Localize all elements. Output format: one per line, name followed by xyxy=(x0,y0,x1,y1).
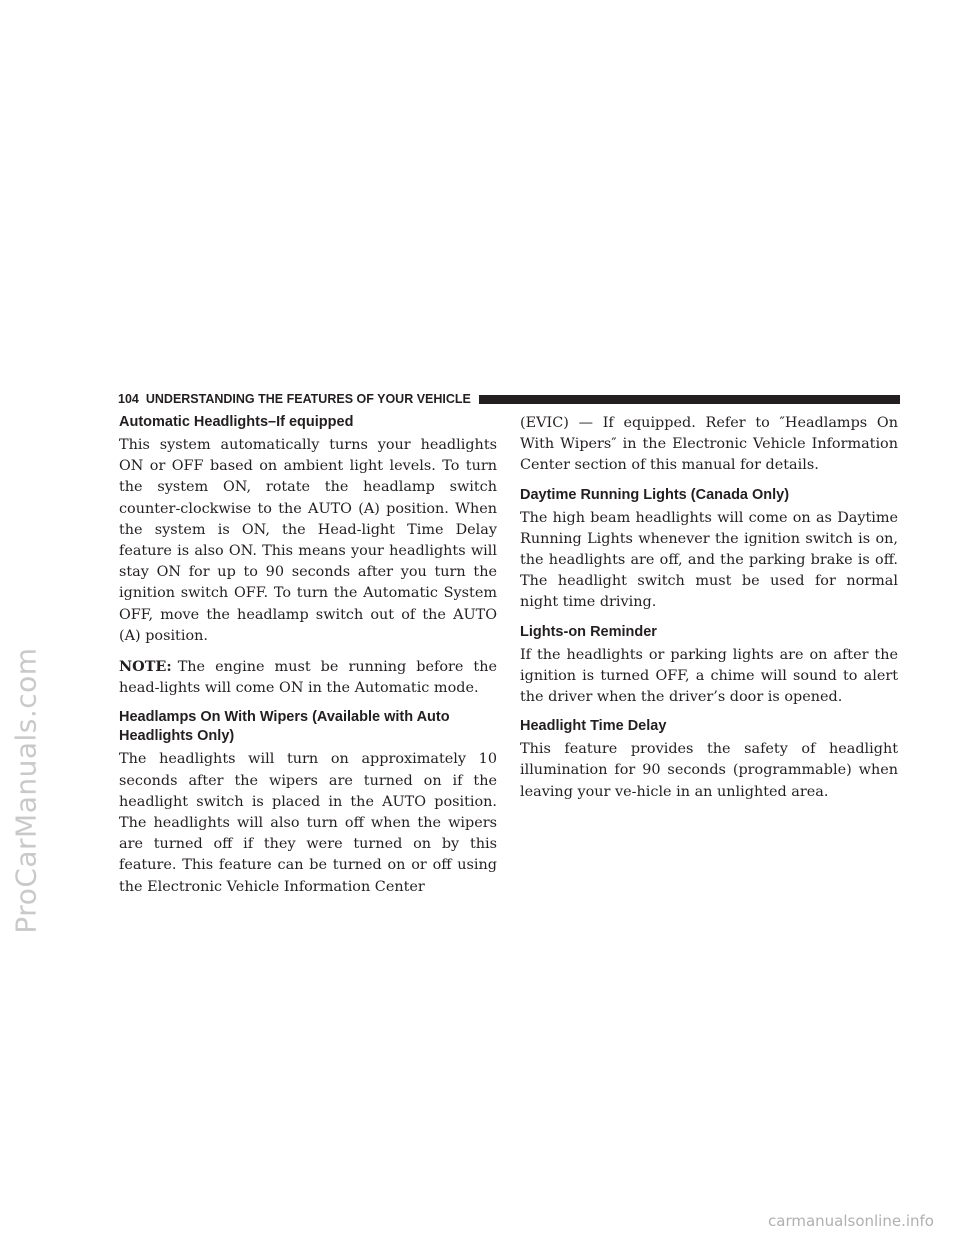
chapter-title: UNDERSTANDING THE FEATURES OF YOUR VEHICLE xyxy=(145,392,471,406)
section-time-delay xyxy=(520,717,898,803)
section-daytime xyxy=(520,486,898,614)
body-wipers-continued: (EVIC) — If equipped. Refer to ″Headlamps On With Wipers″ in the Electronic Vehicle Information Center section of this manual for details. xyxy=(520,415,898,474)
body-time-delay: This feature provides the safety of headlight illumination for 90 seconds (programmable) when leaving your ve-hicle in an unlighted area. xyxy=(520,741,898,800)
section-auto-headlights xyxy=(119,413,497,647)
note-paragraph xyxy=(119,656,497,699)
side-watermark-text: ProCarManuals.com xyxy=(9,646,43,934)
note-label: NOTE: xyxy=(119,658,172,676)
page-number: 104 xyxy=(118,392,139,406)
heading-reminder: Lights-on Reminder xyxy=(520,623,657,640)
body-wipers: The headlights will turn on approximately 10 seconds after the wipers are turned on if the headlight switch is placed in the AUTO position. The headlights will also turn off when the wipers are turned off if they were turned on by this feature. This feature can be turned on or off using the Electronic Vehicle Information Center xyxy=(119,751,497,895)
heading-auto-headlights: Automatic Headlights–If equipped xyxy=(119,414,354,430)
note-text: The engine must be running before the head-lights will come ON in the Automatic mode. xyxy=(119,659,497,697)
body-daytime: The high beam headlights will come on as Daytime Running Lights whenever the ignition switch is on, the headlights are off, and the parking brake is off. The headlight switch must be used for normal night time driving. xyxy=(520,509,898,611)
heading-wipers: Headlamps On With Wipers (Available with Auto Headlights Only) xyxy=(119,709,450,745)
header-rule xyxy=(479,395,900,404)
body-reminder: If the headlights or parking lights are on after the ignition is turned OFF, a chime will sound to alert the driver when the driver’s door is opened. xyxy=(520,646,898,706)
page-header xyxy=(118,391,900,407)
right-column xyxy=(520,413,898,812)
heading-time-delay: Headlight Time Delay xyxy=(520,718,667,735)
left-column xyxy=(119,413,497,907)
section-reminder xyxy=(520,623,898,709)
side-watermark xyxy=(2,440,50,1140)
bottom-watermark: carmanualsonline.info xyxy=(768,1212,934,1230)
section-wipers xyxy=(119,708,497,897)
body-auto-headlights: This system automatically turns your headlights ON or OFF based on ambient light levels. To turn the system ON, rotate the headlamp switch counter-clockwise to the AUTO (A) position. When the system is ON, the Head-light Time Delay feature is also ON. This means your headlights will stay ON for up to 90 seconds after you turn the ignition switch OFF. To turn the Automatic System OFF, move the headlamp switch out of the AUTO (A) position. xyxy=(119,437,497,644)
heading-daytime: Daytime Running Lights (Canada Only) xyxy=(520,486,790,503)
